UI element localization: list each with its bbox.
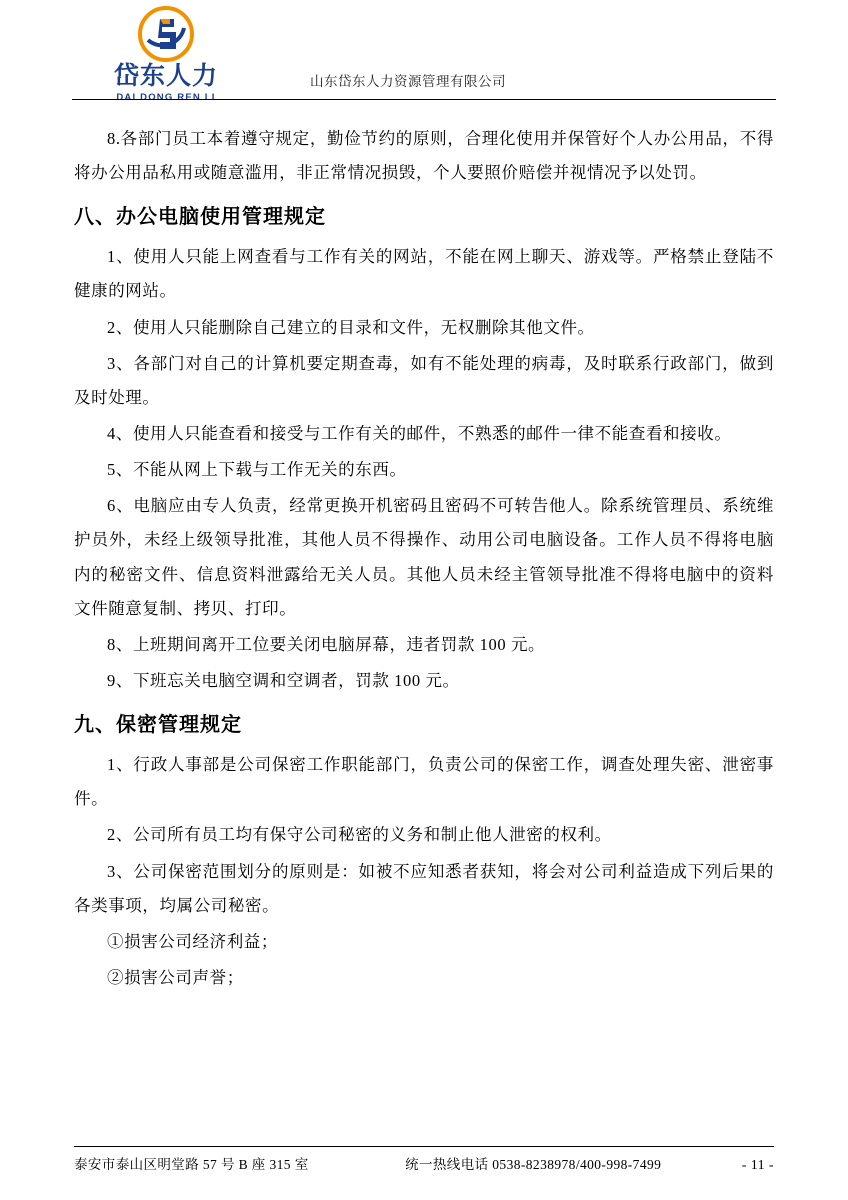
page-header — [72, 0, 776, 108]
document-body — [74, 108, 774, 995]
footer-divider — [74, 1146, 774, 1147]
section-heading: 九、保密管理规定 — [74, 714, 242, 737]
paragraph: 2、公司所有员工均有保守公司秘密的义务和制止他人泄密的权利。 — [107, 825, 612, 845]
paragraph: 3、公司保密范围划分的原则是：如被不应知悉者获知，将会对公司利益造成下列后果的各类事项，均属公司秘密。 — [74, 861, 774, 915]
paragraph: 4、使用人只能查看和接受与工作有关的邮件，不熟悉的邮件一律不能查看和接收。 — [107, 423, 732, 443]
paragraph: 1、行政人事部是公司保密工作职能部门，负责公司的保密工作，调查处理失密、泄密事件。 — [74, 755, 774, 809]
footer-address: 泰安市泰山区明堂路 57 号 B 座 315 室 — [74, 1157, 309, 1172]
paragraph: ②损害公司声誉； — [107, 967, 244, 987]
paragraph: 8.各部门员工本着遵守规定，勤俭节约的原则，合理化使用并保管好个人办公用品，不得将办公用品私用或随意滥用，非正常情况损毁，个人要照价赔偿并视情况予以处罚。 — [74, 129, 774, 183]
paragraph: 3、各部门对自己的计算机要定期查毒，如有不能处理的病毒，及时联系行政部门，做到及时处理。 — [74, 353, 774, 407]
page-number: - 11 - — [741, 1158, 774, 1173]
page-footer — [74, 1146, 774, 1174]
paragraph: 1、使用人只能上网查看与工作有关的网站，不能在网上聊天、游戏等。严格禁止登陆不健康的网站。 — [74, 247, 774, 301]
paragraph: 9、下班忘关电脑空调和空调者，罚款 100 元。 — [107, 670, 460, 690]
logo-chinese-name: 岱东人力 — [113, 63, 218, 90]
footer-hotline: 统一热线电话 0538-8238978/400-998-7499 — [405, 1157, 662, 1172]
header-divider — [72, 99, 776, 100]
section-heading: 八、办公电脑使用管理规定 — [74, 206, 326, 229]
logo-english-name: DAI DONG REN LI — [116, 92, 216, 104]
paragraph: ①损害公司经济利益； — [107, 931, 278, 951]
paragraph: 8、上班期间离开工位要关闭电脑屏幕，违者罚款 100 元。 — [107, 634, 546, 654]
paragraph: 5、不能从网上下载与工作无关的东西。 — [107, 460, 407, 480]
paragraph: 6、电脑应由专人负责，经常更换开机密码且密码不可转告他人。除系统管理员、系统维护员外，未经上级领导批准，其他人员不得操作、动用公司电脑设备。工作人员不得将电脑内的秘密文件、信息资料泄露给无关人员。其他人员未经主管领导批准不得将电脑中的资料文件随意复制、拷贝、打印。 — [74, 496, 774, 618]
header-company-name: 山东岱东人力资源管理有限公司 — [310, 74, 506, 89]
daidong-logo-icon — [138, 6, 194, 62]
company-logo — [100, 6, 232, 103]
paragraph: 2、使用人只能删除自己建立的目录和文件，无权删除其他文件。 — [107, 317, 595, 337]
